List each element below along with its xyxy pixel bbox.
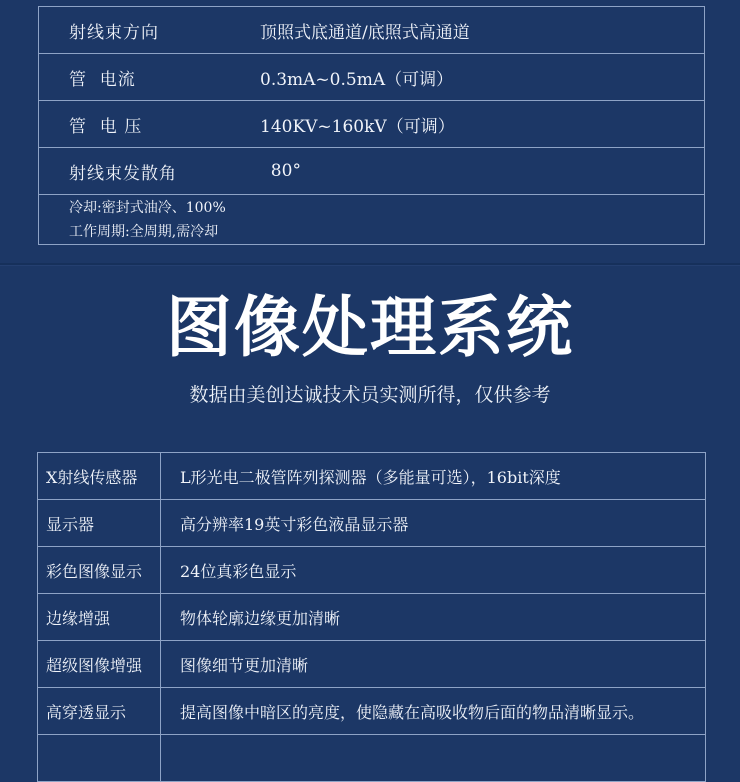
tube-spec-row [39,148,705,195]
tube-spec-row [39,7,705,54]
cooling-note: 冷却:密封式油冷、100% [69,199,226,216]
tube-spec-label: 射线束发散角 [39,148,261,195]
image-spec-name: 边缘增强 [38,594,161,641]
image-spec-name [38,735,161,782]
image-spec-name: 超级图像增强 [38,641,161,688]
tube-spec-row [39,101,705,148]
image-spec-row [38,641,706,688]
image-spec-name: 高穿透显示 [38,688,161,735]
duty-cycle-note: 工作周期:全周期,需冷却 [69,223,219,240]
tube-spec-label: 管 电流 [39,54,261,101]
tube-spec-value: 140KV~160kV（可调） [260,101,705,148]
image-spec-desc: L形光电二极管阵列探测器（多能量可选），16bit深度 [161,453,706,500]
image-spec-desc: 物体轮廓边缘更加清晰 [161,594,706,641]
tube-spec-row [39,54,705,101]
tube-spec-value: 0.3mA~0.5mA（可调） [260,54,705,101]
section-divider [0,263,740,265]
image-spec-name: 显示器 [38,500,161,547]
image-spec-row [38,594,706,641]
tube-spec-table [38,6,705,245]
image-spec-desc: 24位真彩色显示 [161,547,706,594]
tube-notes-row [39,195,705,245]
tube-spec-label: 管 电 压 [39,101,261,148]
image-spec-row [38,688,706,735]
image-spec-desc: 高分辨率19英寸彩色液晶显示器 [161,500,706,547]
tube-spec-value: 80° [260,148,705,195]
image-spec-name: X射线传感器 [38,453,161,500]
image-spec-row [38,735,706,782]
image-spec-desc: 图像细节更加清晰 [161,641,706,688]
image-spec-row [38,500,706,547]
image-spec-row [38,453,706,500]
section-title: 图像处理系统 [166,289,574,366]
image-spec-desc [161,735,706,782]
image-spec-name: 彩色图像显示 [38,547,161,594]
image-spec-row [38,547,706,594]
section-subtitle: 数据由美创达诚技术员实测所得，仅供参考 [189,384,551,406]
tube-spec-label: 射线束方向 [39,7,261,54]
tube-notes [39,195,705,245]
image-spec-desc: 提高图像中暗区的亮度，使隐藏在高吸收物后面的物品清晰显示。 [161,688,706,735]
tube-spec-value: 顶照式底通道/底照式高通道 [260,7,705,54]
image-spec-table [37,452,706,782]
